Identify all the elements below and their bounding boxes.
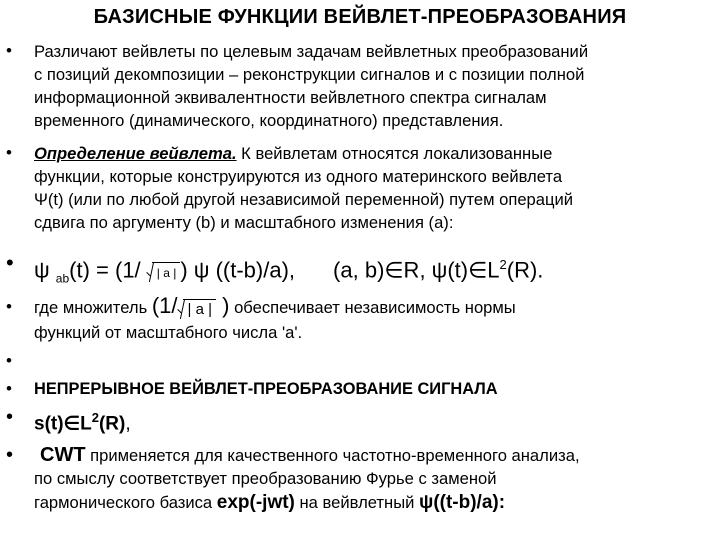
signal-space: $s(t)\in L^2(R)$,	[34, 410, 131, 435]
sqrt-symbol: | a |	[147, 262, 181, 282]
bullet: •	[6, 41, 12, 60]
page-title: БАЗИСНЫЕ ФУНКЦИИ ВЕЙВЛЕТ-ПРЕОБРАЗОВАНИЯ	[93, 6, 627, 28]
section-heading: НЕПРЕРЫВНОЕ ВЕЙВЛЕТ-ПРЕОБРАЗОВАНИЕ СИГНАЛА	[34, 380, 498, 398]
paragraph-intro: Различают вейвлеты по целевым задачам вейвлетных преобразований с позиций декомпозиции – реконструкции сигналов и с позиции полной информационной эквивалентности вейвлетного спектра сигналам временного (динамического, координатного) представления.	[34, 42, 589, 130]
paragraph-cwt: CWT применяется для качественного частотно-временного анализа, по смыслу соответствует преобразованию Фурье с заменой гармонического базиса exp(-jwt) на вейвлетный ψ((t-b)/a):	[34, 444, 580, 513]
bullet: •	[6, 379, 12, 398]
paragraph-multiplier: где множитель (1/ | a | ) обеспечивает независимость нормы функций от масштабного числа 'а'.	[34, 293, 516, 342]
cwt-term: CWT	[40, 444, 86, 466]
bullet: •	[6, 297, 12, 316]
wavelet-formula: ψ $_{ab}$(t) = (1/ | a | ) ψ ((t-b)/a), (a, b)∈R, $\psi(t)\in L^2(R)$.	[34, 257, 544, 286]
bullet: •	[6, 143, 12, 162]
bullet: •	[6, 444, 14, 466]
bullet: •	[6, 250, 14, 275]
bullet: •	[6, 406, 14, 428]
sqrt-symbol: | a |	[178, 299, 216, 319]
definition-heading: Определение вейвлета.	[34, 144, 237, 163]
bullet: •	[6, 351, 12, 370]
paragraph-definition: Определение вейвлета. К вейвлетам относятся локализованные функции, которые конструируются из одного материнского вейвлета Ψ(t) (или по любой другой независимой переменной) путем операций сдвига по аргументу (b) и масштабного изменения (а):	[34, 144, 574, 232]
